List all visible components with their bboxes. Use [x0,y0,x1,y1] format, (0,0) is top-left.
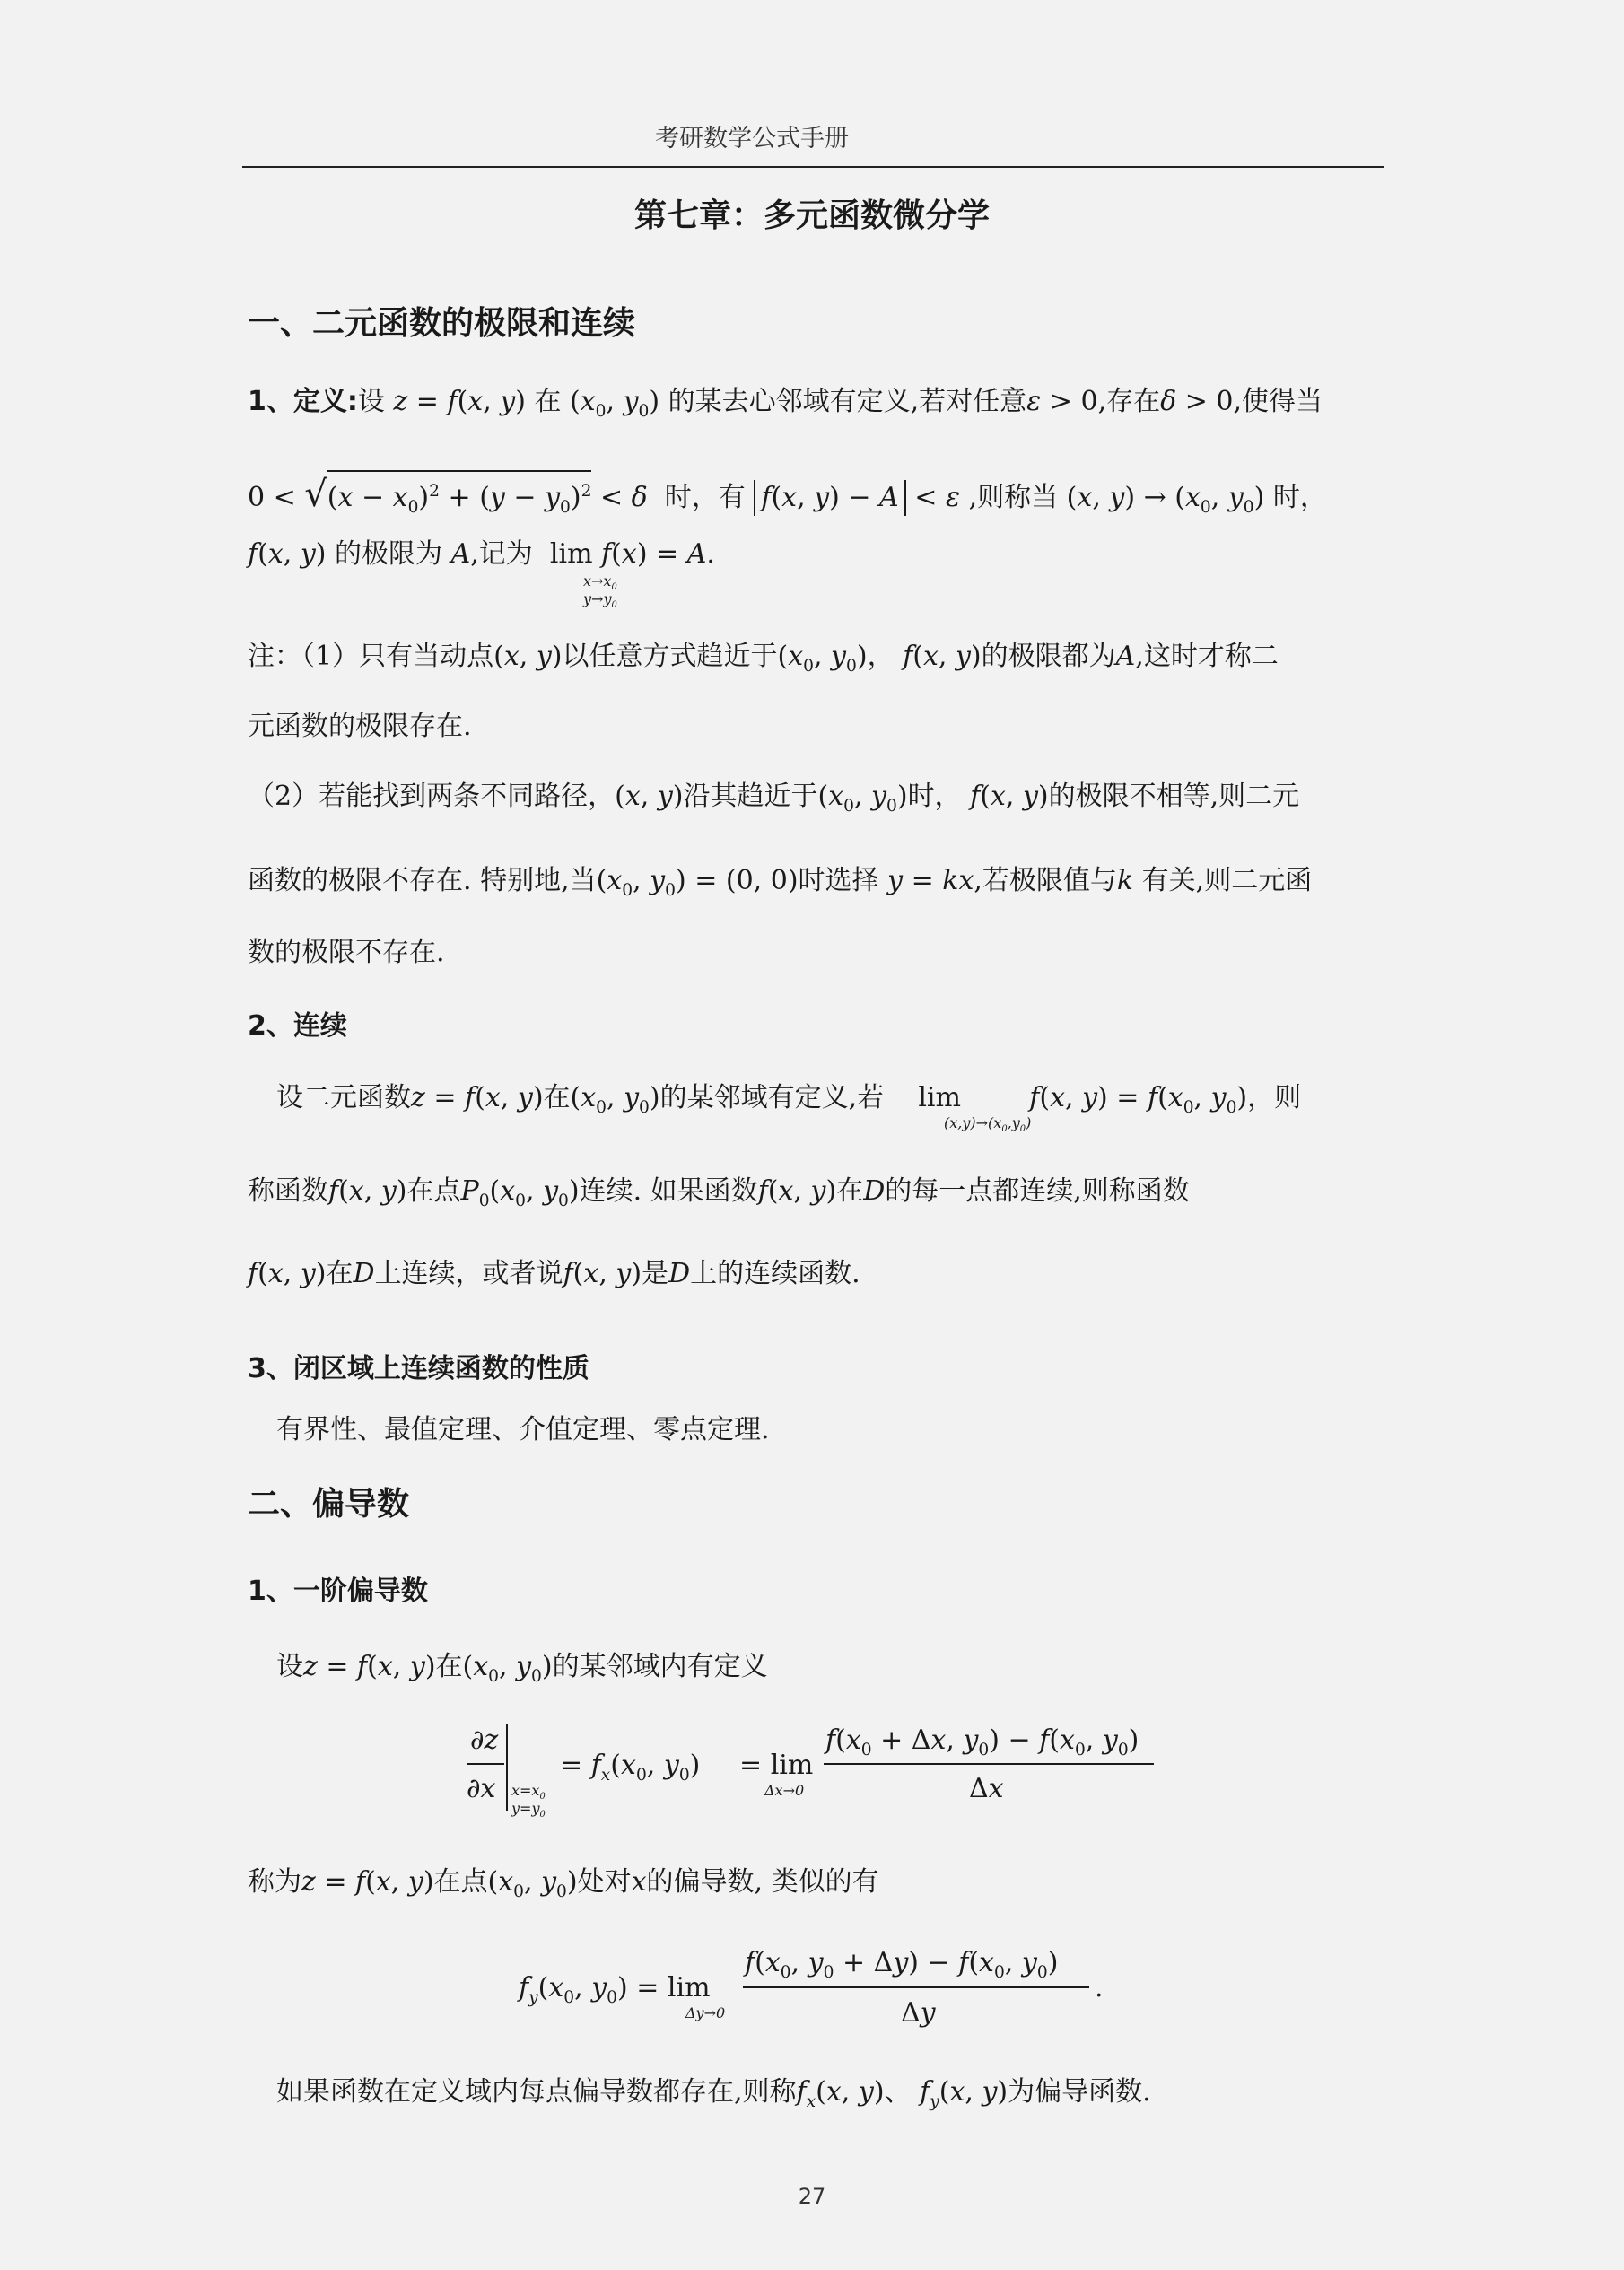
document-page: 考研数学公式手册 第七章：多元函数微分学 一、二元函数的极限和连续 1、定义:设 z = f(x, y) 在 ($x_0$, $y_0$) 的某去心邻域有定义,若对任意ε > 0,存在δ > 0,使得当 $0 < √(x - x_0)^2 + (y - y_0)^2 < \delta$ 时，有 f(x, y) − A < ε ,则称当 (x, $y) \to (x_0$, $y_0$) 时， f(x, y) 的极限为 A,记为 lim f(x) = A. $x\to x_0$ $y\to y_0$ 注：（1）只有当动点(x, y)以任意方式趋近于($x_0$, $y_0$)， f(x, y)的极限都为A,这时才称二 元函数的极限存在. （2）若能找到两条不同路径，(x, y)沿其趋近于($x_0$, $y_0$)时， f(x, y)的极限不相等,则二元 函数的极限不存在. 特别地,当($x_0$, $y_0) = (0$, 0)时选择 y = kx,若极限值与k 有关,则二元函 数的极限不存在. 2、连续 设二元函数z = f(x, y)在($x_0$, $y_0$)的某邻域有定义,若 lim f(x, $y) = f(x_0$, $y_0$)，则 $(x,y)\to(x_0,y_0)$ 称函数f(x, y)在点$P_0(x_0$, $y_0$)连续. 如果函数f(x, y)在D的每一点都连续,则称函数 f(x, y)在D上连续，或者说f(x, y)是D上的连续函数. 3、闭区域上连续函数的性质 有界性、最值定理、介值定理、零点定理. 二、偏导数 1、一阶偏导数 设z = f(x, y)在($x_0$, $y_0$)的某邻域内有定义 ∂z ∂x $x=x_0$ $y=y_0$ = $f_x(x_0$, $y_0$) = lim Δx→0 $f(x_0 + \Delta x$, $y_0) - f(x_0$, $y_0$) Δx 称为z = f(x, y)在点($x_0$, $y_0$)处对x的偏导数, 类似的有 $f_y(x_0$, $y_0) = \lim$ Δy→0 $f(x_0$, $y_0 + \Delta y) - f(x_0$, $y_0$) Δy . 如果函数在定义域内每点偏导数都存在,则称$f_x(x$, y)、 $f_y(x$, y)为偏导函数. 27 [0,0,1624,2270]
section-heading-limits: 一、二元函数的极限和连续 [248,305,636,342]
subheading-first-order: 1、一阶偏导数 [248,1576,428,1607]
partial-x-caption: 称为z = f(x, y)在点($x_0$, $y_0$)处对x的偏导数, 类似的有 [248,1866,879,1901]
properties-text: 有界性、最值定理、介值定理、零点定理. [276,1414,770,1445]
page-number: 27 [798,2184,826,2209]
chapter-title: 第七章：多元函数微分学 [633,197,990,234]
partial-derivative-function-text: 如果函数在定义域内每点偏导数都存在,则称$f_x(x$, y)、 $f_y(x$, y)为偏导函数. [276,2076,1151,2111]
limit-subscript-y: $y\to y_0$ [583,590,617,611]
limit-subscript-x: $x\to x_0$ [583,572,617,593]
subheading-continuity: 2、连续 [248,1010,347,1042]
continuity-line-1: 设二元函数z = f(x, y)在($x_0$, $y_0$)的某邻域有定义,若 lim f(x, $y) = f(x_0$, $y_0$)，则 [276,1082,1302,1117]
note-1-line-1: 注：（1）只有当动点(x, y)以任意方式趋近于($x_0$, $y_0$)， f(x, y)的极限都为A,这时才称二 [248,641,1279,676]
subheading-closed-domain-properties: 3、闭区域上连续函数的性质 [248,1353,589,1384]
note-2-line-2: 函数的极限不存在. 特别地,当($x_0$, $y_0) = (0$, 0)时选择 y = kx,若极限值与k 有关,则二元函 [248,865,1313,900]
header-rule [242,166,1384,168]
first-order-intro: 设z = f(x, y)在($x_0$, $y_0$)的某邻域内有定义 [276,1651,768,1686]
definition-line-2: $0 < √(x - x_0)^2 + (y - y_0)^2 < \delta$ 时，有 f(x, y) − A < ε ,则称当 (x, $y) \to (x_0$, $y_0$) 时， [248,470,1378,526]
continuity-line-2: 称函数f(x, y)在点$P_0(x_0$, $y_0$)连续. 如果函数f(x, y)在D的每一点都连续,则称函数 [248,1175,1190,1210]
running-header: 考研数学公式手册 [655,125,849,153]
section-heading-partial-derivatives: 二、偏导数 [248,1486,410,1523]
note-1-line-2: 元函数的极限存在. [248,711,472,742]
definition-line-3: f(x, y) 的极限为 A,记为 lim f(x) = A. [248,538,715,570]
continuity-limit-subscript: $(x,y)\to(x_0,y_0)$ [944,1114,1032,1135]
definition-label: 1、定义: [248,386,358,417]
note-2-line-1: （2）若能找到两条不同路径，(x, y)沿其趋近于($x_0$, $y_0$)时， f(x, y)的极限不相等,则二元 [248,781,1300,816]
note-2-line-3: 数的极限不存在. [248,937,445,968]
continuity-line-3: f(x, y)在D上连续，或者说f(x, y)是D上的连续函数. [248,1258,860,1289]
definition-line-1: 1、定义:设 z = f(x, y) 在 ($x_0$, $y_0$) 的某去心邻域有定义,若对任意ε > 0,存在δ > 0,使得当 [248,386,1323,421]
